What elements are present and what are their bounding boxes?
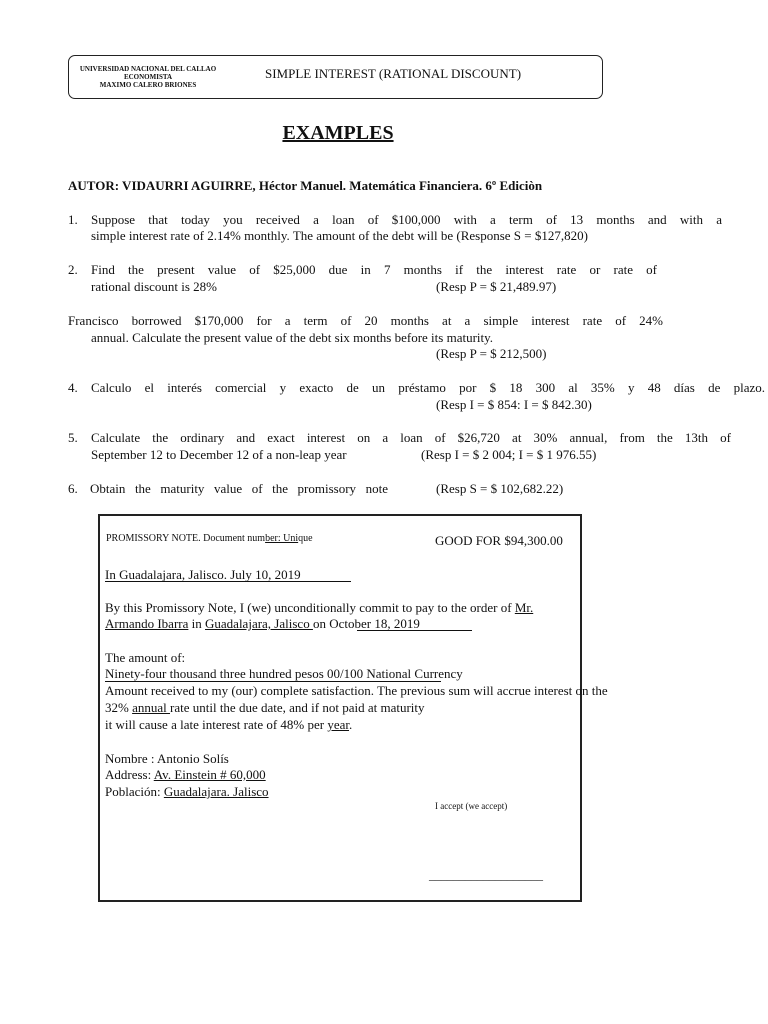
note-body-line-3: Amount received to my (our) complete satisfaction. The previous sum will accrue interest on the <box>105 683 608 698</box>
author-reference: AUTOR: VIDAURRI AGUIRRE, Héctor Manuel. Matemática Financiera. 6º Ediciòn <box>68 178 543 193</box>
author-block <box>78 65 218 89</box>
good-for-amount: GOOD FOR $94,300.00 <box>435 533 563 548</box>
item-1-line-2: simple interest rate of 2.14% monthly. The amount of the debt will be (Response S = $127,820) <box>91 228 588 243</box>
item-6-number: 6. <box>68 481 78 496</box>
note-header-text-b: ber: Uni <box>265 533 299 544</box>
late-rate-period: year <box>327 717 350 732</box>
item-4-line-1: Calculo el interés comercial y exacto de un préstamo por $ 18 300 al 35% y 48 días de plazo. <box>91 380 765 395</box>
note-body-line-5 <box>105 717 352 733</box>
item-5-response: (Resp I = $ 2 004; I = $ 1 976.55) <box>421 447 597 462</box>
address-value: Av. Einstein # 60,000 <box>153 767 266 782</box>
item-4-number: 4. <box>68 380 78 395</box>
note-header <box>106 533 313 544</box>
document-title: SIMPLE INTEREST (RATIONAL DISCOUNT) <box>265 66 522 81</box>
note-body-5-text: it will cause a late interest rate of 48% per <box>105 717 328 732</box>
debtor-name: Nombre : Antonio Solís <box>105 751 229 766</box>
note-header-text-c: que <box>298 533 313 544</box>
examples-heading: EXAMPLES <box>282 122 394 144</box>
item-3-line-1: Francisco borrowed $170,000 for a term of 20 months at a simple interest rate of 24% <box>68 313 663 328</box>
item-1-number: 1. <box>68 212 78 227</box>
place-and-date: In Guadalajara, Jalisco. July 10, 2019 <box>105 567 301 582</box>
item-3-line-2: annual. Calculate the present value of the debt six months before its maturity. <box>91 330 494 345</box>
note-body-2-on: on Octo <box>312 616 355 631</box>
signature-line: ___________________ <box>429 868 543 882</box>
payee-name: Armando Ibarra <box>105 616 189 631</box>
note-body-line-1 <box>105 600 533 616</box>
note-body-4-text: rate until the due date, and if not paid at maturity <box>170 700 425 715</box>
payment-place: Guadalajara, Jalisco <box>205 616 313 631</box>
item-6-response: (Resp S = $ 102,682.22) <box>436 481 564 496</box>
item-4-response: (Resp I = $ 854: I = $ 842.30) <box>436 397 592 412</box>
debtor-address <box>105 767 266 783</box>
item-2-response: (Resp P = $ 21,489.97) <box>436 279 557 294</box>
author-role: ECONOMISTA <box>123 73 173 81</box>
note-header-text-a: PROMISSORY NOTE. Document num <box>106 533 266 544</box>
debtor-city <box>105 784 269 800</box>
item-5-number: 5. <box>68 430 78 445</box>
note-body-5-end: . <box>349 717 353 732</box>
university-name: UNIVERSIDAD NACIONAL DEL CALLAO <box>79 65 217 73</box>
item-5-line-1: Calculate the ordinary and exact interest on a loan of $26,720 at 30% annual, from the 13th of <box>91 430 731 445</box>
note-body-1-text: By this Promissory Note, I (we) unconditionally commit to pay to the order of <box>105 600 515 615</box>
item-3-response: (Resp P = $ 212,500) <box>436 346 547 361</box>
acceptance-label: I accept (we accept) <box>435 801 508 811</box>
item-6-line-1: Obtain the maturity value of the promissory note <box>90 481 388 496</box>
address-label: Address: <box>105 767 154 782</box>
amount-underline <box>105 681 441 682</box>
author-name: MAXIMO CALERO BRIONES <box>99 81 197 89</box>
city-label: Población: <box>105 784 164 799</box>
item-2-number: 2. <box>68 262 78 277</box>
item-2-line-2: rational discount is 28% <box>91 279 218 294</box>
item-2-line-1: Find the present value of $25,000 due in 7 months if the interest rate or rate of <box>91 262 657 277</box>
place-date-underline <box>105 581 351 582</box>
city-value: Guadalajara. Jalisco <box>163 784 269 799</box>
rate-period: annual <box>132 700 170 715</box>
due-date: ber 18, 2019 <box>354 616 420 631</box>
item-1-line-1: Suppose that today you received a loan of $100,000 with a term of 13 months and with a <box>91 212 722 227</box>
payee-title: Mr. <box>514 600 534 615</box>
amount-label: The amount of: <box>105 650 186 665</box>
item-5-line-2: September 12 to December 12 of a non-leap year <box>91 447 347 462</box>
due-date-underline <box>357 630 472 631</box>
rate-value: 32% <box>105 700 133 715</box>
note-body-2-in: in <box>188 616 206 631</box>
note-body-line-4 <box>105 700 425 716</box>
amount-in-words: Ninety-four thousand three hundred pesos 00/100 National Currency <box>105 666 463 681</box>
